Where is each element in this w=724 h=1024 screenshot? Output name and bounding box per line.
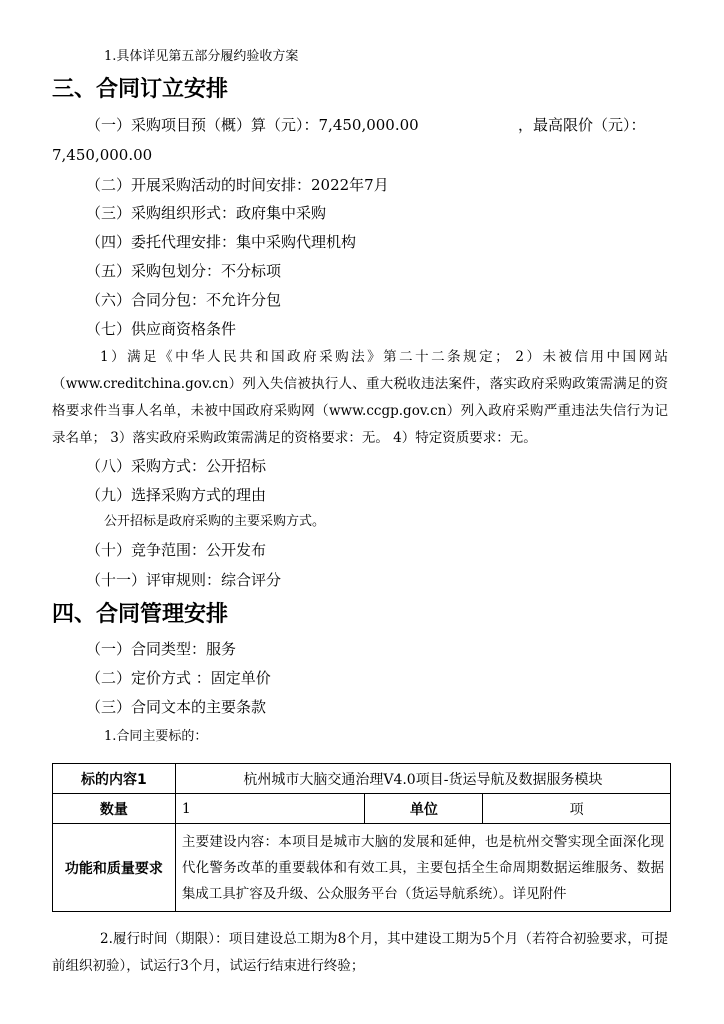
item-agency: （四）委托代理安排：集中采购代理机构 [86, 233, 357, 251]
unit-value: 项 [483, 794, 671, 824]
contract-subject-table [52, 763, 671, 912]
item-qualification: （七）供应商资格条件 [86, 320, 237, 338]
section-4-heading: 四、合同管理安排 [52, 602, 229, 627]
item-lots: （五）采购包划分：不分标项 [86, 262, 282, 280]
table-row [53, 824, 671, 912]
term-text: 2.履行时间（期限）：项目建设总工期为8个月，其中建设工期为5个月（若符合初验要求，可提前组织初验），试运行3个月，试运行结束进行终验； [52, 931, 668, 974]
budget-line: （一）采购项目预（概）算（元）：7,450,000.00 [86, 116, 419, 134]
item-pricing: （二）定价方式 ：固定单价 [86, 669, 271, 687]
item-subcontract: （六）合同分包：不允许分包 [86, 291, 282, 309]
item-organization: （三）采购组织形式：政府集中采购 [86, 204, 327, 222]
item-scope: （十）竞争范围：公开发布 [86, 541, 267, 559]
qualification-text: 1）满足《中华人民共和国政府采购法》第二十二条规定； 2）未被信用中国网站（www.creditchina.gov.cn）列入失信被执行人、重大税收违法案件，落实政府采购政策需满足的资格要求件当事人名单，未被中国政府采购网（www.ccgp.gov.cn）列入政府采购严重违法失信行为记录名单； 3）落实政府采购政策需满足的资格要求：无。 4）特定资质要求：无。 [52, 349, 668, 446]
subject-value: 杭州城市大脑交通治理V4.0项目-货运导航及数据服务模块 [175, 764, 670, 794]
item-reason-heading: （九）选择采购方式的理由 [86, 486, 267, 504]
subject-heading: 1.合同主要标的： [104, 729, 208, 744]
reason-text: 公开招标是政府采购的主要采购方式。 [104, 514, 326, 529]
qty-label: 数量 [53, 794, 176, 824]
subject-label: 标的内容1 [53, 764, 176, 794]
max-price-value: 7,450,000.00 [52, 146, 153, 164]
unit-label: 单位 [365, 794, 483, 824]
item-schedule: （二）开展采购活动的时间安排：2022年7月 [86, 176, 389, 194]
requirements-label: 功能和质量要求 [53, 824, 176, 912]
max-price-label: ，最高限价（元）： [518, 116, 646, 134]
table-row [53, 794, 671, 824]
table-row [53, 764, 671, 794]
qty-value: 1 [175, 794, 365, 824]
top-note: 1.具体详见第五部分履约验收方案 [104, 49, 299, 64]
section-3-heading: 三、合同订立安排 [52, 77, 229, 102]
item-rules: （十一）评审规则：综合评分 [86, 571, 282, 589]
item-method: （八）采购方式：公开招标 [86, 457, 267, 475]
item-main-terms: （三）合同文本的主要条款 [86, 698, 267, 716]
item-contract-type: （一）合同类型：服务 [86, 640, 237, 658]
requirements-value: 主要建设内容：本项目是城市大脑的发展和延伸，也是杭州交警实现全面深化现代化警务改革的重要载体和有效工具，主要包括全生命周期数据运维服务、数据集成工具扩容及升级、公众服务平台（货运导航系统）。详见附件 [175, 824, 670, 912]
